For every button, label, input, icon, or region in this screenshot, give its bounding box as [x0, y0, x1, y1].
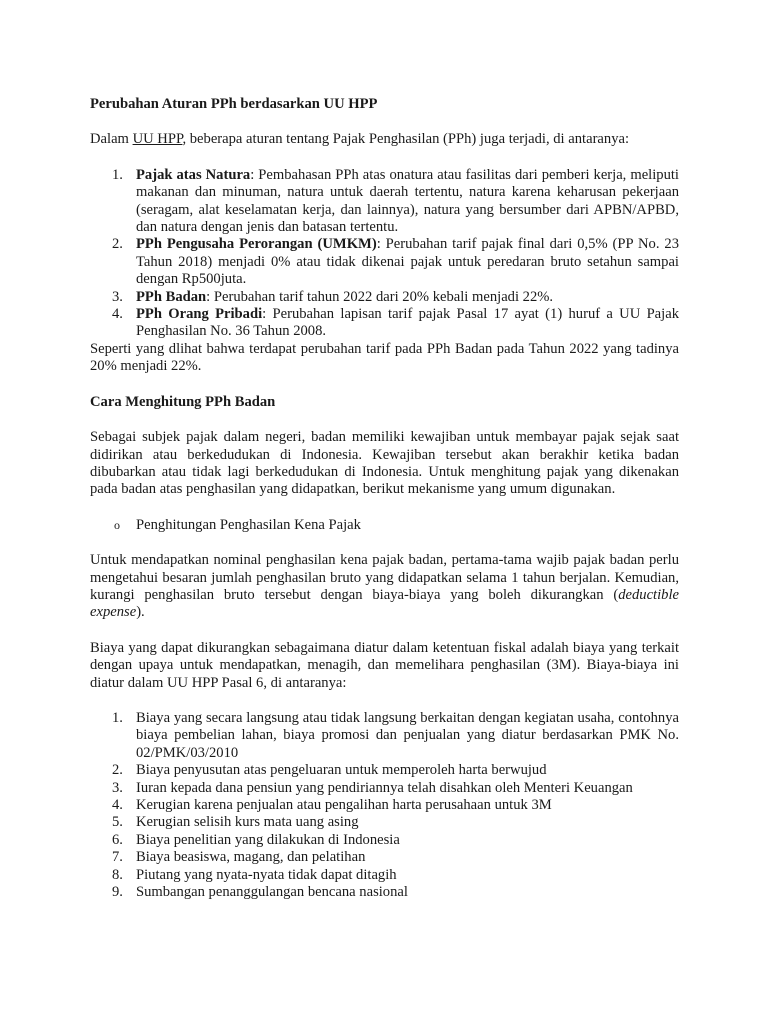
list-item: [90, 306, 679, 341]
list-item-term: Pajak atas Natura: [136, 166, 251, 183]
list-item-term: PPh Orang Pribadi: [136, 306, 263, 323]
list-item-text: Biaya penyusutan atas pengeluaran untuk memperoleh harta berwujud: [136, 762, 547, 779]
list-item-text: Kerugian karena penjualan atau pengalihan harta perusahaan untuk 3M: [136, 797, 552, 813]
list-number: 8.: [112, 866, 123, 883]
paragraph-deductible: Biaya yang dapat dikurangkan sebagaimana diatur dalam ketentuan fiskal adalah biaya yang terkait dengan upaya untuk mendapatkan, menagih, dan memelihara penghasilan (3M). Biaya-biaya ini diatur dalam UU HPP Pasal 6, di antaranya:: [90, 639, 679, 691]
list-item-term: PPh Pengusaha Perorangan (UMKM): [136, 236, 377, 253]
list-number: 2.: [112, 236, 123, 253]
list-number: 4.: [112, 797, 123, 813]
list-item-text: Kerugian selisih kurs mata uang asing: [136, 814, 359, 831]
deductible-expense-term: deductible expense: [90, 586, 679, 621]
paragraph-gross-income: [90, 552, 679, 622]
bullet-item: [90, 517, 679, 534]
list-item: [90, 832, 679, 849]
list-item: [90, 780, 679, 797]
intro-text-pre: Dalam: [90, 131, 133, 148]
list-item-term: PPh Badan: [136, 288, 207, 305]
deductible-costs-list: [90, 710, 679, 901]
list-item: [90, 289, 679, 306]
closing-paragraph: Seperti yang dlihat bahwa terdapat perubahan tarif pada PPh Badan pada Tahun 2022 yang tadinya 20% menjadi 22%.: [90, 340, 679, 375]
intro-paragraph: [90, 131, 679, 148]
bullet-list: [90, 517, 679, 534]
list-item-text: : Perubahan lapisan tarif pajak Pasal 17 ayat (1) huruf a UU Pajak Penghasilan No. 36 Tahun 2008.: [136, 306, 679, 340]
list-item-text: Biaya beasiswa, magang, dan pelatihan: [136, 849, 366, 866]
list-number: 3.: [112, 288, 123, 305]
list-item: [90, 762, 679, 779]
list-item-text: : Perubahan tarif tahun 2022 dari 20% kebali menjadi 22%.: [206, 288, 554, 305]
list-item: [90, 710, 679, 762]
list-number: 1.: [112, 166, 123, 183]
list-item-text: Iuran kepada dana pensiun yang pendiriannya telah disahkan oleh Menteri Keuangan: [136, 779, 633, 796]
list-number: 9.: [112, 884, 123, 901]
list-number: 6.: [112, 831, 123, 848]
list-item-text: Biaya penelitian yang dilakukan di Indonesia: [136, 831, 400, 848]
list-item: [90, 884, 679, 901]
list-item: [90, 236, 679, 288]
list-number: 2.: [112, 762, 123, 779]
pph-changes-list: [90, 167, 679, 341]
list-number: 7.: [112, 849, 123, 866]
bullet-symbol: o: [114, 517, 120, 532]
list-number: 3.: [112, 779, 123, 796]
intro-text-post: , beberapa aturan tentang Pajak Penghasilan (PPh) juga terjadi, di antaranya:: [182, 131, 630, 148]
list-item-text: Biaya yang secara langsung atau tidak langsung berkaitan dengan kegiatan usaha, contohnya biaya pembelian lahan, biaya promosi dan penjualan yang diatur berdasarkan PMK No. 02/PMK/03/2010: [136, 709, 679, 761]
list-item: [90, 814, 679, 831]
para2-text-pre: Untuk mendapatkan nominal penghasilan kena pajak badan, pertama-tama wajib pajak badan perlu mengetahui besaran jumlah penghasilan bruto yang didapatkan selama 1 tahun berjalan. Kemudian, kurangi penghasilan bruto tersebut dengan biaya-biaya yang boleh dikurangkan (: [90, 552, 679, 603]
list-item: [90, 167, 679, 237]
document-page: [90, 96, 679, 901]
list-item: [90, 867, 679, 884]
list-item-text: Piutang yang nyata-nyata tidak dapat ditagih: [136, 866, 397, 883]
section-title-pph-changes: Perubahan Aturan PPh berdasarkan UU HPP: [90, 96, 378, 112]
list-item-text: : Perubahan tarif pajak final dari 0,5% (PP No. 23 Tahun 2018) menjadi 0% atau tidak dikenai pajak untuk peredaran bruto setahun sampai dengan Rp500juta.: [136, 236, 679, 288]
list-number: 1.: [112, 709, 123, 726]
bullet-text: Penghitungan Penghasilan Kena Pajak: [136, 516, 361, 533]
list-number: 4.: [112, 306, 123, 323]
list-item-text: Sumbangan penanggulangan bencana nasional: [136, 884, 408, 901]
list-item: [90, 849, 679, 866]
list-number: 5.: [112, 814, 123, 831]
list-item-text: : Pembahasan PPh atas onatura atau fasilitas dari pemberi kerja, meliputi makanan dan minuman, natura untuk daerah tertentu, natura karena keharusan pekerjaan (seragam, alat keselamatan kerja, dan lainnya), natura yang bersumber dari APBN/APBD, dan natura dengan jenis dan batasan tertentu.: [136, 166, 679, 236]
section-title-calc: Cara Menghitung PPh Badan: [90, 393, 276, 410]
list-item: [90, 797, 679, 814]
para2-text-post: ).: [136, 604, 145, 621]
uu-hpp-link[interactable]: UU HPP: [132, 131, 183, 148]
paragraph-subject: Sebagai subjek pajak dalam negeri, badan memiliki kewajiban untuk membayar pajak sejak saat didirikan atau berkedudukan di Indonesia. Kewajiban tersebut akan berakhir ketika badan dibubarkan atau tidak lagi berkedudukan di Indonesia. Untuk menghitung pajak yang dikenakan pada badan atas penghasilan yang didapatkan, berikut mekanisme yang umum digunakan.: [90, 429, 679, 498]
